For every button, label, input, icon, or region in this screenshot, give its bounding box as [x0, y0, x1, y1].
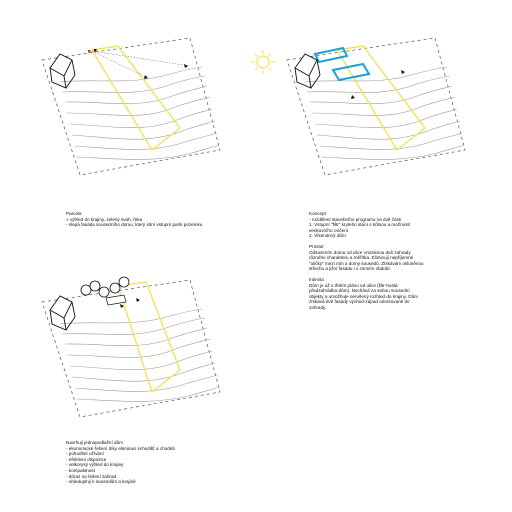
line-koncept-1: - rozdělení stavebního programu na dvě části	[309, 216, 402, 222]
line-intimita-1: Dům je až v třetím plánu od ulice (filtr-hustá	[309, 282, 398, 288]
line-dum-6: - důraz na řešení zahrad	[66, 473, 117, 479]
neighbor-house-icon	[295, 54, 320, 88]
heading-dum: Navrhuji jednopodlažní dům	[66, 440, 123, 445]
line-intimita-2: předzahrádka-dům). Nechává za sebou sousední	[309, 288, 410, 294]
line-dum-2: - pohodlné užívání	[66, 451, 104, 457]
line-dum-3: - efektivní dispozice	[66, 456, 107, 462]
line-dum-7: - ohleduplný k sousedům a krajině	[66, 479, 136, 485]
line-dum-5: - kompaktnost	[66, 467, 95, 473]
terrain-contours	[60, 67, 219, 160]
line-koncept-2: 1. Vstupní "filtr" kryteho stání s kůlnou a možností	[309, 222, 411, 228]
direction-arrows	[351, 70, 405, 99]
direction-arrows	[144, 64, 188, 79]
line-prostor-1: Odsazením domu od ulice vniznknou dvě zahrady	[309, 249, 411, 255]
line-dum-4: - velkorysý výhled do krajiny	[66, 462, 124, 468]
diagram-koncept	[245, 20, 475, 180]
diagram-parcela	[20, 20, 230, 180]
line-intimita-4: získává dvě fasády východ-západ orientované do	[309, 299, 410, 305]
line-intimita-5: zahrady.	[309, 304, 327, 310]
neighbor-house-icon	[50, 54, 75, 88]
line-koncept-3: venkovního cvičení	[309, 227, 349, 233]
line-parcela-2: - slepá fasáda sousedního domu, který stíní vstupní partii pozemku	[66, 222, 203, 228]
line-intimita-3: objekty a umožňuje nerušený rozhled do krajiny. Dům	[309, 293, 418, 299]
house-icon	[50, 296, 75, 330]
line-parcela-1: + výhled do krajiny, zelený svah, řeka	[66, 216, 143, 222]
heading-parcela: Parcela	[66, 211, 82, 216]
heading-intimita: Intimita	[309, 276, 324, 282]
program-blocks	[315, 48, 369, 80]
line-koncept-4: 2. Víkendový dům	[309, 233, 346, 239]
dum-site-drawing	[20, 262, 250, 422]
text-koncept	[309, 211, 424, 311]
text-parcela	[66, 211, 202, 228]
line-prostor-2: různého charakteru a měřítka. Eliminují nepříjemné	[309, 255, 414, 261]
heading-prostor: Prostor	[309, 243, 324, 249]
terrain-contours	[305, 67, 464, 160]
koncept-site-drawing	[245, 20, 475, 180]
site-outline	[118, 282, 180, 392]
text-dum	[66, 440, 175, 485]
heading-koncept: Koncept	[309, 211, 326, 216]
sun-icon	[251, 50, 275, 74]
line-prostor-3: "uličky" mezi ním a domy sousedů. Získávám osluněnou	[309, 260, 424, 266]
line-dum-1: - ekonomické řešení díky eliminaci schodišť a chodeb	[66, 445, 175, 451]
parcela-site-drawing	[20, 20, 230, 180]
diagram-dum	[20, 262, 250, 422]
line-prostor-4: střechu a jižní fasádu i v zimním období.	[309, 266, 391, 272]
trees-icon	[81, 277, 129, 297]
